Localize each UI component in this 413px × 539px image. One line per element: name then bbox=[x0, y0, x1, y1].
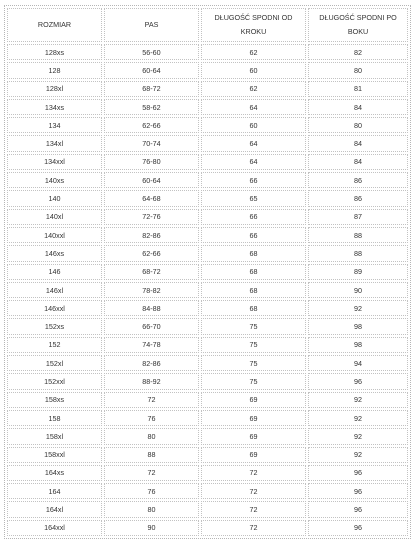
cell-inseam-length: 60 bbox=[201, 62, 306, 78]
table-row bbox=[7, 81, 408, 97]
table-row bbox=[7, 245, 408, 261]
cell-size: 152xs bbox=[7, 318, 102, 334]
cell-waist: 68-72 bbox=[104, 264, 199, 280]
cell-waist: 88-92 bbox=[104, 373, 199, 389]
cell-inseam-length: 65 bbox=[201, 190, 306, 206]
cell-inseam-length: 75 bbox=[201, 318, 306, 334]
header-waist: PAS bbox=[104, 8, 199, 42]
table-row bbox=[7, 392, 408, 408]
cell-inseam-length: 66 bbox=[201, 227, 306, 243]
cell-inseam-length: 60 bbox=[201, 117, 306, 133]
cell-size: 146xl bbox=[7, 282, 102, 298]
cell-size: 140 bbox=[7, 190, 102, 206]
cell-waist: 90 bbox=[104, 520, 199, 536]
cell-size: 146 bbox=[7, 264, 102, 280]
header-inseam-length: DŁUGOŚĆ SPODNI OD KROKU bbox=[201, 8, 306, 42]
cell-waist: 82-86 bbox=[104, 227, 199, 243]
cell-waist: 66-70 bbox=[104, 318, 199, 334]
cell-inseam-length: 62 bbox=[201, 44, 306, 60]
cell-inseam-length: 72 bbox=[201, 465, 306, 481]
table-row bbox=[7, 135, 408, 151]
table-row bbox=[7, 264, 408, 280]
cell-side-length: 92 bbox=[308, 392, 408, 408]
cell-waist: 60-64 bbox=[104, 172, 199, 188]
cell-inseam-length: 75 bbox=[201, 337, 306, 353]
cell-inseam-length: 68 bbox=[201, 264, 306, 280]
cell-waist: 62-66 bbox=[104, 117, 199, 133]
cell-inseam-length: 64 bbox=[201, 99, 306, 115]
cell-waist: 72 bbox=[104, 392, 199, 408]
header-size: ROZMIAR bbox=[7, 8, 102, 42]
cell-waist: 80 bbox=[104, 501, 199, 517]
cell-side-length: 90 bbox=[308, 282, 408, 298]
cell-side-length: 96 bbox=[308, 520, 408, 536]
table-row bbox=[7, 447, 408, 463]
cell-inseam-length: 66 bbox=[201, 209, 306, 225]
table-row bbox=[7, 282, 408, 298]
cell-waist: 78-82 bbox=[104, 282, 199, 298]
cell-side-length: 86 bbox=[308, 190, 408, 206]
cell-side-length: 96 bbox=[308, 483, 408, 499]
cell-waist: 82-86 bbox=[104, 355, 199, 371]
cell-side-length: 94 bbox=[308, 355, 408, 371]
cell-waist: 72-76 bbox=[104, 209, 199, 225]
cell-waist: 76 bbox=[104, 483, 199, 499]
cell-side-length: 96 bbox=[308, 465, 408, 481]
cell-side-length: 84 bbox=[308, 99, 408, 115]
cell-size: 152xl bbox=[7, 355, 102, 371]
cell-size: 128xs bbox=[7, 44, 102, 60]
table-row bbox=[7, 410, 408, 426]
cell-waist: 60-64 bbox=[104, 62, 199, 78]
table-header bbox=[7, 8, 408, 42]
table-row bbox=[7, 154, 408, 170]
cell-inseam-length: 69 bbox=[201, 392, 306, 408]
header-side-length: DŁUGOŚĆ SPODNI PO BOKU bbox=[308, 8, 408, 42]
cell-side-length: 92 bbox=[308, 300, 408, 316]
cell-size: 146xxl bbox=[7, 300, 102, 316]
table-row bbox=[7, 44, 408, 60]
cell-waist: 84-88 bbox=[104, 300, 199, 316]
cell-side-length: 88 bbox=[308, 245, 408, 261]
cell-side-length: 84 bbox=[308, 154, 408, 170]
cell-waist: 62-66 bbox=[104, 245, 199, 261]
cell-inseam-length: 68 bbox=[201, 282, 306, 298]
cell-size: 164xxl bbox=[7, 520, 102, 536]
cell-side-length: 92 bbox=[308, 428, 408, 444]
table-row bbox=[7, 172, 408, 188]
table-row bbox=[7, 227, 408, 243]
cell-size: 164xl bbox=[7, 501, 102, 517]
table-row bbox=[7, 99, 408, 115]
cell-size: 134xxl bbox=[7, 154, 102, 170]
cell-side-length: 88 bbox=[308, 227, 408, 243]
cell-inseam-length: 72 bbox=[201, 483, 306, 499]
cell-side-length: 80 bbox=[308, 117, 408, 133]
cell-size: 158 bbox=[7, 410, 102, 426]
cell-side-length: 98 bbox=[308, 337, 408, 353]
cell-size: 164xs bbox=[7, 465, 102, 481]
cell-size: 140xl bbox=[7, 209, 102, 225]
cell-side-length: 98 bbox=[308, 318, 408, 334]
cell-waist: 76-80 bbox=[104, 154, 199, 170]
cell-size: 146xs bbox=[7, 245, 102, 261]
cell-inseam-length: 69 bbox=[201, 428, 306, 444]
table-row bbox=[7, 373, 408, 389]
cell-size: 158xxl bbox=[7, 447, 102, 463]
cell-waist: 70-74 bbox=[104, 135, 199, 151]
cell-inseam-length: 69 bbox=[201, 447, 306, 463]
cell-waist: 80 bbox=[104, 428, 199, 444]
table-row bbox=[7, 428, 408, 444]
table-row bbox=[7, 483, 408, 499]
cell-inseam-length: 68 bbox=[201, 300, 306, 316]
header-row bbox=[7, 8, 408, 42]
cell-inseam-length: 75 bbox=[201, 355, 306, 371]
cell-size: 128 bbox=[7, 62, 102, 78]
cell-size: 152xxl bbox=[7, 373, 102, 389]
cell-size: 134xs bbox=[7, 99, 102, 115]
cell-inseam-length: 68 bbox=[201, 245, 306, 261]
table-row bbox=[7, 465, 408, 481]
table-row bbox=[7, 337, 408, 353]
size-table bbox=[4, 5, 411, 539]
cell-waist: 88 bbox=[104, 447, 199, 463]
cell-size: 140xxl bbox=[7, 227, 102, 243]
cell-waist: 58-62 bbox=[104, 99, 199, 115]
table-row bbox=[7, 300, 408, 316]
cell-waist: 68-72 bbox=[104, 81, 199, 97]
cell-size: 134xl bbox=[7, 135, 102, 151]
cell-size: 128xl bbox=[7, 81, 102, 97]
cell-side-length: 89 bbox=[308, 264, 408, 280]
cell-side-length: 92 bbox=[308, 410, 408, 426]
cell-inseam-length: 64 bbox=[201, 154, 306, 170]
cell-side-length: 84 bbox=[308, 135, 408, 151]
table-body bbox=[7, 44, 408, 536]
cell-waist: 72 bbox=[104, 465, 199, 481]
cell-inseam-length: 69 bbox=[201, 410, 306, 426]
cell-size: 140xs bbox=[7, 172, 102, 188]
cell-size: 134 bbox=[7, 117, 102, 133]
cell-side-length: 87 bbox=[308, 209, 408, 225]
table-row bbox=[7, 355, 408, 371]
cell-side-length: 80 bbox=[308, 62, 408, 78]
cell-size: 158xs bbox=[7, 392, 102, 408]
size-chart bbox=[4, 5, 407, 539]
cell-waist: 76 bbox=[104, 410, 199, 426]
table-row bbox=[7, 117, 408, 133]
cell-inseam-length: 75 bbox=[201, 373, 306, 389]
table-row bbox=[7, 209, 408, 225]
cell-inseam-length: 62 bbox=[201, 81, 306, 97]
cell-side-length: 96 bbox=[308, 501, 408, 517]
cell-waist: 64-68 bbox=[104, 190, 199, 206]
cell-side-length: 82 bbox=[308, 44, 408, 60]
cell-side-length: 96 bbox=[308, 373, 408, 389]
cell-waist: 74-78 bbox=[104, 337, 199, 353]
table-row bbox=[7, 501, 408, 517]
cell-inseam-length: 72 bbox=[201, 520, 306, 536]
table-row bbox=[7, 318, 408, 334]
cell-inseam-length: 72 bbox=[201, 501, 306, 517]
table-row bbox=[7, 62, 408, 78]
cell-size: 158xl bbox=[7, 428, 102, 444]
cell-size: 152 bbox=[7, 337, 102, 353]
cell-waist: 56-60 bbox=[104, 44, 199, 60]
table-row bbox=[7, 520, 408, 536]
cell-inseam-length: 64 bbox=[201, 135, 306, 151]
cell-size: 164 bbox=[7, 483, 102, 499]
cell-inseam-length: 66 bbox=[201, 172, 306, 188]
table-row bbox=[7, 190, 408, 206]
cell-side-length: 92 bbox=[308, 447, 408, 463]
cell-side-length: 86 bbox=[308, 172, 408, 188]
cell-side-length: 81 bbox=[308, 81, 408, 97]
